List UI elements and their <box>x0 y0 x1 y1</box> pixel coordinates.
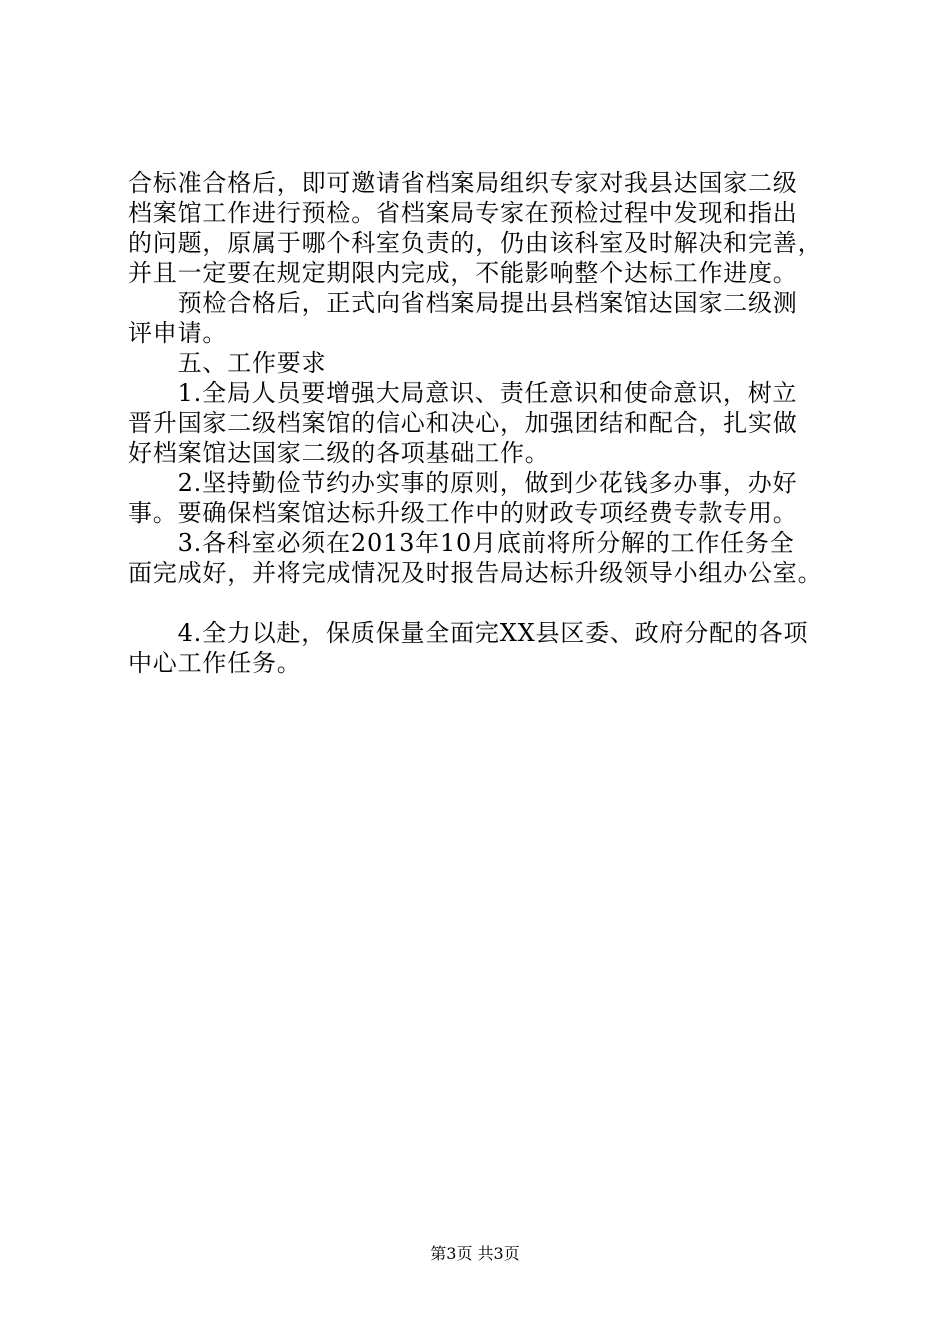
paragraph-line: 3.各科室必须在2013年10月底前将所分解的工作任务全 <box>128 529 795 557</box>
paragraph-line: 合标准合格后，即可邀请省档案局组织专家对我县达国家二级 <box>128 169 798 197</box>
paragraph-line: 事。要确保档案馆达标升级工作中的财政专项经费专款专用。 <box>128 499 798 527</box>
paragraph-line: 1.全局人员要增强大局意识、责任意识和使命意识，树立 <box>128 379 798 407</box>
paragraph-line: 预检合格后，正式向省档案局提出县档案馆达国家二级测 <box>128 289 798 317</box>
paragraph-line: 中心工作任务。 <box>128 649 302 677</box>
document-body <box>128 168 848 678</box>
paragraph-line: 档案馆工作进行预检。省档案局专家在预检过程中发现和指出 <box>128 199 798 227</box>
paragraph-line: 的问题，原属于哪个科室负责的，仍由该科室及时解决和完善， <box>128 229 823 257</box>
paragraph-line: 并且一定要在规定期限内完成，不能影响整个达标工作进度。 <box>128 259 798 287</box>
page-number-footer: 第3页 共3页 <box>430 1244 520 1263</box>
paragraph-line: 晋升国家二级档案馆的信心和决心，加强团结和配合，扎实做 <box>128 409 798 437</box>
paragraph-line: 2.坚持勤俭节约办实事的原则，做到少花钱多办事，办好 <box>128 469 798 497</box>
section-heading: 五、工作要求 <box>128 349 327 377</box>
paragraph-line: 4.全力以赴，保质保量全面完XX县区委、政府分配的各项 <box>128 619 809 647</box>
paragraph-line: 评申请。 <box>128 319 228 347</box>
paragraph-line: 面完成好，并将完成情况及时报告局达标升级领导小组办公室。 <box>128 559 823 587</box>
paragraph-line: 好档案馆达国家二级的各项基础工作。 <box>128 439 550 467</box>
blank-line <box>128 588 848 618</box>
